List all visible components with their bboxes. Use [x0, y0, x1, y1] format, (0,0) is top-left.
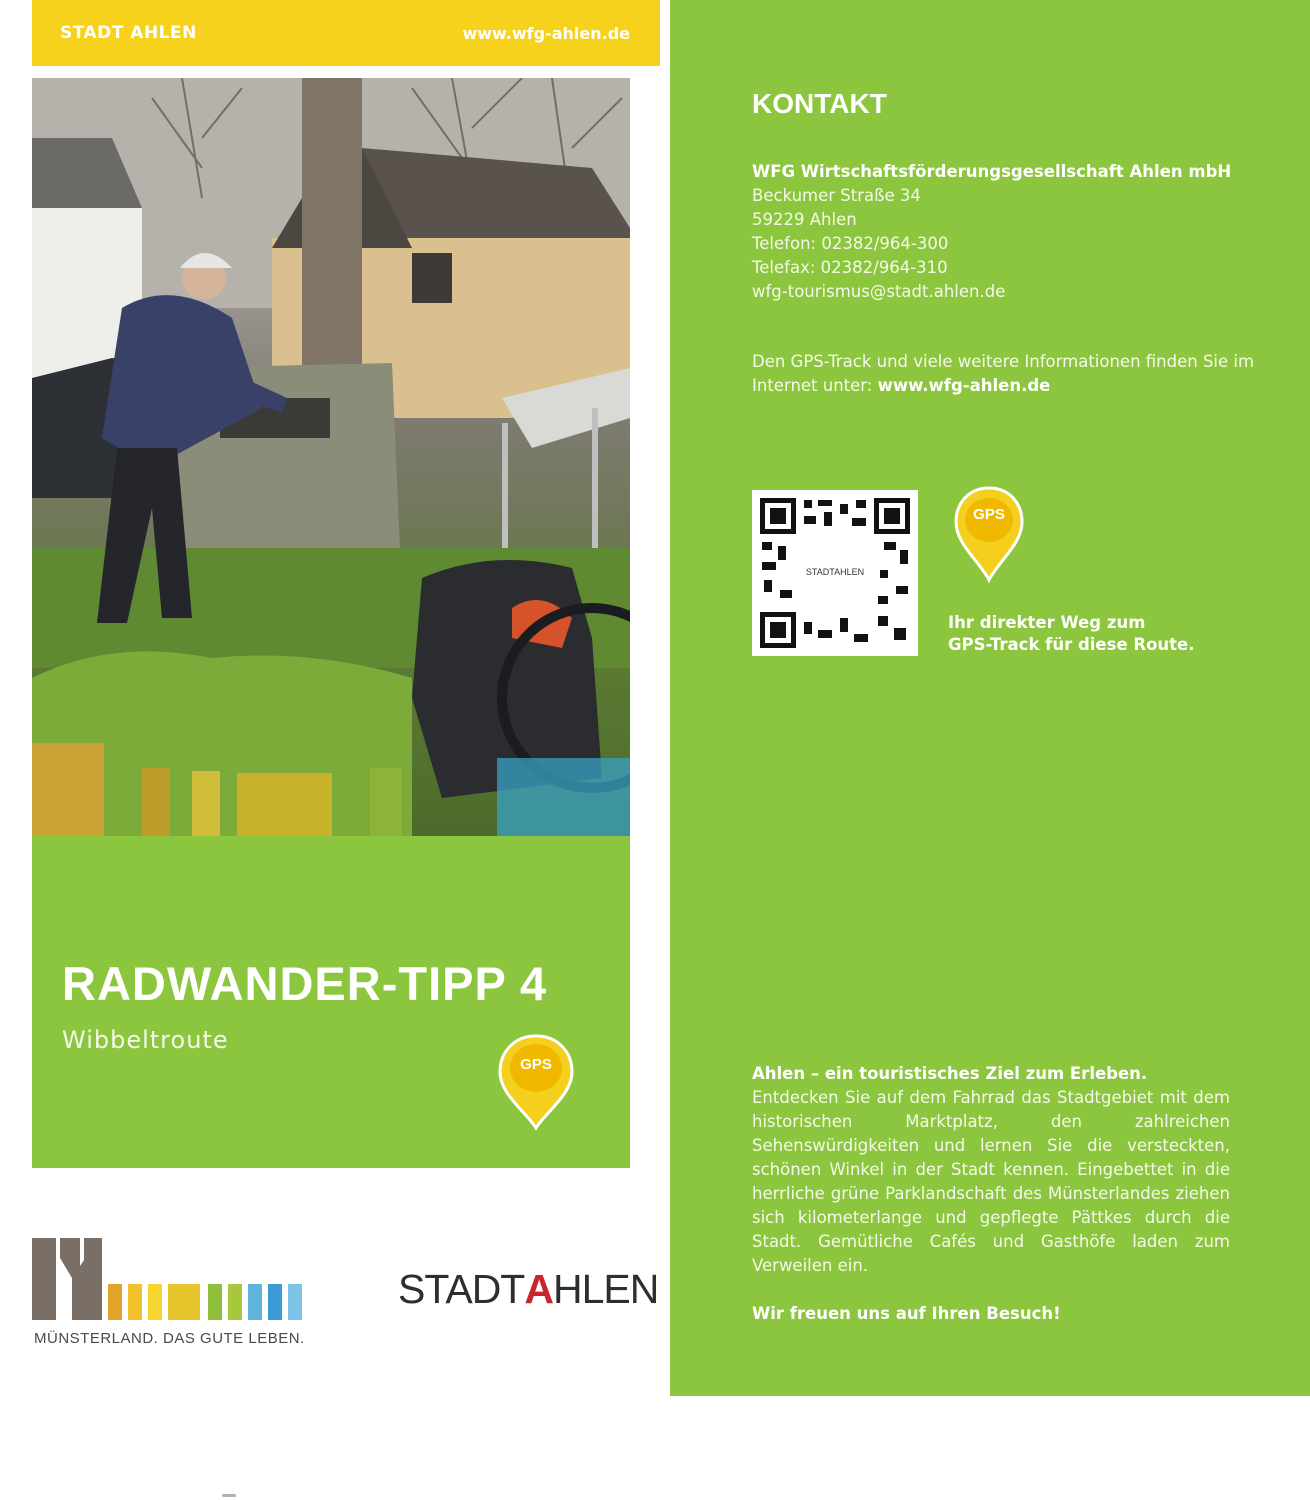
- city-name: STADT AHLEN: [60, 23, 197, 43]
- cover-subtitle: Wibbeltroute: [62, 1026, 229, 1054]
- cover-logos: [32, 1168, 660, 1392]
- contact-address: [752, 160, 1231, 304]
- phone: Telefon: 02382/964-300: [752, 234, 949, 253]
- contact-panel: [670, 0, 1310, 1396]
- qr-code-icon: [760, 498, 910, 648]
- qr-code[interactable]: [752, 490, 918, 656]
- stadt-logo-prefix: STADT: [398, 1266, 525, 1312]
- qr-caption-line2: GPS-Track für diese Route.: [948, 635, 1195, 654]
- cover-title: RADWANDER-TIPP 4: [62, 957, 548, 1010]
- cover-title-band: [32, 836, 630, 1168]
- gps-pin-icon-contact: [952, 484, 1026, 584]
- qr-caption: [948, 612, 1195, 656]
- website-link[interactable]: www.wfg-ahlen.de: [462, 23, 630, 43]
- qr-logo-text: STADTAHLEN: [805, 567, 865, 577]
- tourism-body: Entdecken Sie auf dem Fahrrad das Stadtgebiet mit dem historischen Marktplatz, den zahlreichen Sehenswürdigkeiten und lernen Sie die versteckten, schönen Winkel in der Stadt kennen. Eingebettet in die herrliche grüne Parklandschaft des Münsterlandes ziehen sich kilometerlange und gepflegte Pättkes durch die Stadt. Gemütliche Cafés und Gasthöfe laden zum Verweilen ein.: [752, 1088, 1230, 1275]
- scan-artifact: [222, 1494, 236, 1497]
- gps-info-link[interactable]: www.wfg-ahlen.de: [877, 376, 1051, 395]
- email-link[interactable]: wfg-tourismus@stadt.ahlen.de: [752, 282, 1006, 301]
- muensterland-logo: [32, 1238, 302, 1324]
- muensterland-claim: MÜNSTERLAND. DAS GUTE LEBEN.: [34, 1330, 305, 1347]
- city: 59229 Ahlen: [752, 210, 857, 229]
- stadt-logo-mark: A: [524, 1266, 553, 1312]
- cover-photo-illustration: [32, 78, 630, 836]
- gps-info-text: Den GPS-Track und viele weitere Informationen finden Sie im Internet unter:: [752, 352, 1255, 395]
- stadt-logo-suffix: HLEN: [552, 1266, 659, 1312]
- organization-name: WFG Wirtschaftsförderungsgesellschaft Ahlen mbH: [752, 162, 1232, 181]
- tourism-section: [752, 1062, 1230, 1326]
- fax: Telefax: 02382/964-310: [752, 258, 948, 277]
- street: Beckumer Straße 34: [752, 186, 921, 205]
- gps-pin-icon: [496, 1032, 576, 1132]
- contact-title: KONTAKT: [752, 88, 887, 119]
- gps-pin-contact-label: GPS: [973, 506, 1005, 523]
- gps-info: [752, 350, 1272, 398]
- cover-top-bar: [32, 0, 660, 66]
- tourism-closing: Wir freuen uns auf Ihren Besuch!: [752, 1304, 1061, 1323]
- cover-panel: [32, 0, 660, 1392]
- qr-caption-line1: Ihr direkter Weg zum: [948, 613, 1146, 632]
- gps-pin-label: GPS: [520, 1056, 552, 1073]
- cover-photo: [32, 78, 630, 836]
- stadt-ahlen-logo: [398, 1266, 658, 1313]
- tourism-headline: Ahlen – ein touristisches Ziel zum Erleben.: [752, 1064, 1148, 1083]
